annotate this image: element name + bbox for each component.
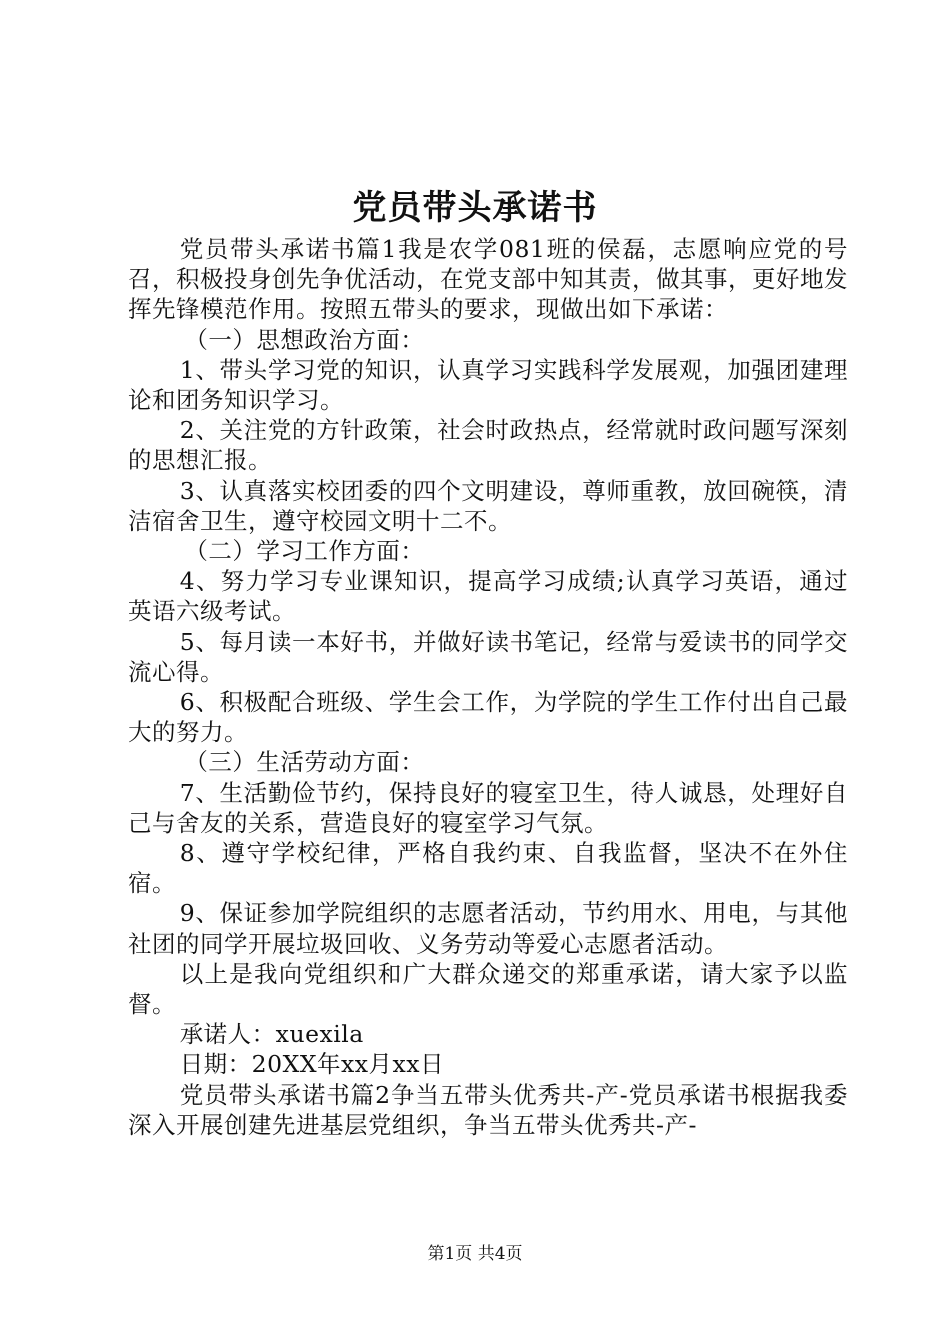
- page-title: 党员带头承诺书: [352, 188, 598, 228]
- paragraph-closing: 以上是我向党组织和广大群众递交的郑重承诺，请大家予以监督。: [128, 959, 848, 1019]
- paragraph-second-article: 党员带头承诺书篇2争当五带头优秀共-产-党员承诺书根据我委深入开展创建先进基层党组织，争当五带头优秀共-产-: [128, 1080, 848, 1139]
- date-line: 日期：20XX年xx月xx日: [179, 1050, 445, 1079]
- paragraph-item-9: 9、保证参加学院组织的志愿者活动，节约用水、用电，与其他社团的同学开展垃圾回收、义务劳动等爱心志愿者活动。: [128, 899, 848, 958]
- section-heading-life: （三）生活劳动方面：: [184, 748, 425, 777]
- paragraph-item-6: 6、积极配合班级、学生会工作，为学院的学生工作付出自己最大的努力。: [128, 688, 848, 747]
- signature-line: 承诺人：xuexila: [179, 1020, 364, 1049]
- section-heading-study: （二）学习工作方面：: [184, 537, 425, 566]
- paragraph-intro: 党员带头承诺书篇1我是农学081班的侯磊，志愿响应党的号召，积极投身创先争优活动，在党支部中知其责，做其事，更好地发挥先锋模范作用。按照五带头的要求，现做出如下承诺：: [128, 235, 848, 324]
- paragraph-item-3: 3、认真落实校团委的四个文明建设，尊师重教，放回碗筷，清洁宿舍卫生，遵守校园文明十二不。: [128, 476, 848, 535]
- paragraph-item-1: 1、带头学习党的知识，认真学习实践科学发展观，加强团建理论和团务知识学习。: [128, 355, 848, 415]
- paragraph-item-7: 7、生活勤俭节约，保持良好的寝室卫生，待人诚恳，处理好自己与舍友的关系，营造良好的寝室学习气氛。: [128, 778, 848, 837]
- document-body: [128, 234, 848, 1140]
- paragraph-item-4: 4、努力学习专业课知识，提高学习成绩;认真学习英语，通过英语六级考试。: [128, 567, 848, 626]
- paragraph-item-8: 8、遵守学校纪律，严格自我约束、自我监督，坚决不在外住宿。: [128, 839, 848, 898]
- paragraph-item-5: 5、每月读一本好书，并做好读书笔记，经常与爱读书的同学交流心得。: [128, 627, 848, 686]
- page-footer: 第1页 共4页: [427, 1244, 523, 1264]
- paragraph-item-2: 2、关注党的方针政策，社会时政热点，经常就时政问题写深刻的思想汇报。: [128, 416, 848, 475]
- section-heading-political: （一）思想政治方面：: [184, 325, 425, 354]
